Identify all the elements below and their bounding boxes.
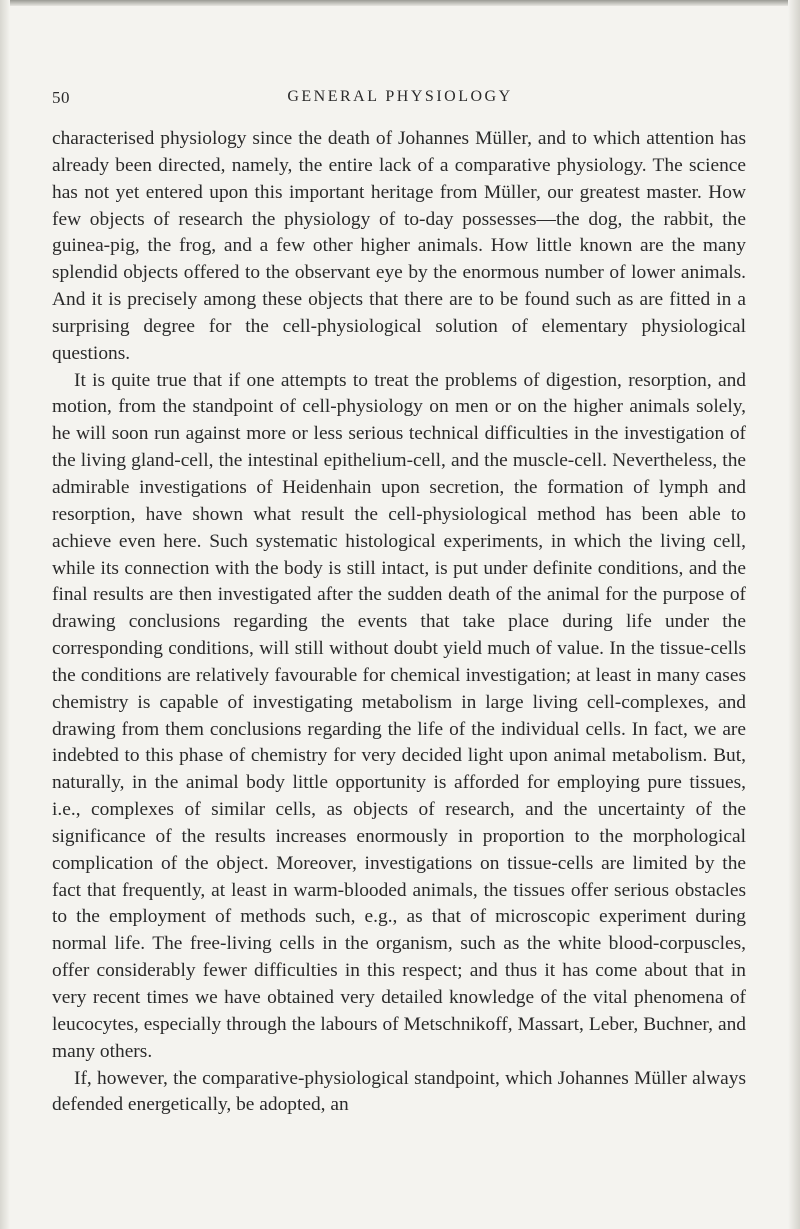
paragraph-comparative: If, however, the comparative-physiological standpoint, which Johannes Müller always defended energetically, be adopted, an (52, 1067, 746, 1116)
page-left-edge (0, 0, 10, 1229)
running-title: GENERAL PHYSIOLOGY (287, 88, 513, 105)
paragraph-continued: characterised physiology since the death of Johannes Müller, and to which attention has already been directed, namely, the entire lack of a comparative physiology. The science has not yet entered upon this important heritage from Müller, our greatest master. How few objects of research the physiology of to-day possesses—the dog, the rabbit, the guinea-pig, the frog, and a few other higher animals. How little known are the many splendid objects offered to the observant eye by the enormous number of lower animals. And it is precisely among these objects that there are to be found such as are fitted in a surprising degree for the cell-physiological solution of elementary physiological questions. (52, 128, 746, 364)
body-text (52, 126, 746, 1119)
page-top-edge (0, 0, 800, 6)
page-number: 50 (52, 88, 70, 107)
running-head (52, 88, 748, 112)
page-right-edge (788, 0, 800, 1229)
paragraph-cell-physiology: It is quite true that if one attempts to treat the problems of digestion, resorption, and motion, from the standpoint of cell-physiology on men or on the higher animals solely, he will soon run against more or less serious technical difficulties in the investigation of the living gland-cell, the intestinal epithelium-cell, and the muscle-cell. Nevertheless, the admirable investigations of Heidenhain upon secretion, the formation of lymph and resorption, have shown what result the cell-physiological method has been able to achieve even here. Such systematic histological experiments, in which the living cell, while its connection with the body is still intact, is put under definite conditions, and the final results are then investigated after the sudden death of the animal for the purpose of drawing conclusions regarding the events that take place during life under the corresponding conditions, will still without doubt yield much of value. In the tissue-cells the conditions are relatively favourable for chemical investigation; at least in many cases chemistry is capable of investigating metabolism in large living cell-complexes, and drawing from them conclusions regarding the life of the individual cells. In fact, we are indebted to this phase of chemistry for very decided light upon animal metabolism. But, naturally, in the animal body little opportunity is afforded for employing pure tissues, i.e., complexes of similar cells, as objects of research, and the uncertainty of the significance of the results increases enormously in proportion to the morphological complication of the object. Moreover, investigations on tissue-cells are limited by the fact that frequently, at least in warm-blooded animals, the tissues offer serious obstacles to the employment of methods such, e.g., as that of microscopic experiment during normal life. The free-living cells in the organism, such as the white blood-corpuscles, offer considerably fewer difficulties in this respect; and thus it has come about that in very recent times we have obtained very detailed knowledge of the vital phenomena of leucocytes, especially through the labours of Metschnikoff, Massart, Leber, Buchner, and many others. (52, 369, 746, 1062)
